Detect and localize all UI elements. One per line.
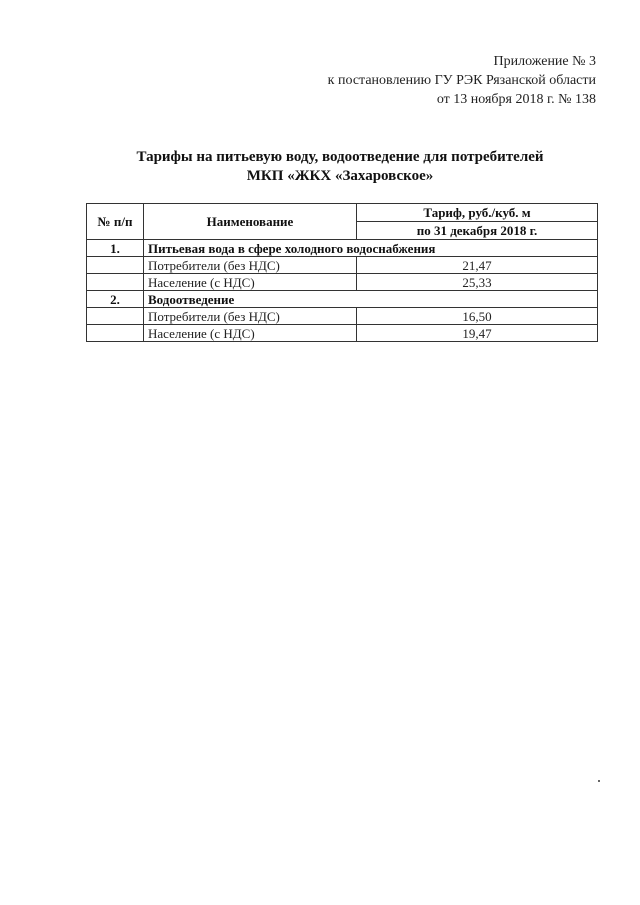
row-number-cell bbox=[87, 257, 144, 274]
table-row bbox=[87, 274, 598, 291]
title-line-1: Тарифы на питьевую воду, водоотведение для потребителей bbox=[136, 149, 544, 165]
row-value: 25,33 bbox=[357, 274, 598, 291]
section-number: 2. bbox=[87, 291, 144, 308]
row-name: Население (с НДС) bbox=[144, 274, 357, 291]
appendix-number: Приложение № 3 bbox=[493, 54, 596, 69]
header-number: № п/п bbox=[87, 204, 144, 240]
header-tariff: Тариф, руб./куб. м bbox=[357, 204, 598, 222]
document-title bbox=[80, 148, 600, 186]
scan-speck bbox=[598, 780, 600, 782]
header-name: Наименование bbox=[144, 204, 357, 240]
table-header-row bbox=[87, 204, 598, 222]
row-name: Потребители (без НДС) bbox=[144, 257, 357, 274]
row-number-cell bbox=[87, 274, 144, 291]
row-value: 21,47 bbox=[357, 257, 598, 274]
row-value: 16,50 bbox=[357, 308, 598, 325]
table-row bbox=[87, 308, 598, 325]
row-value: 19,47 bbox=[357, 325, 598, 342]
table-row bbox=[87, 325, 598, 342]
section-title: Питьевая вода в сфере холодного водоснабжения bbox=[144, 240, 598, 257]
header-period: по 31 декабря 2018 г. bbox=[357, 222, 598, 240]
appendix-header bbox=[328, 52, 596, 109]
section-row bbox=[87, 291, 598, 308]
row-number-cell bbox=[87, 325, 144, 342]
row-name: Население (с НДС) bbox=[144, 325, 357, 342]
appendix-resolution: к постановлению ГУ РЭК Рязанской области bbox=[327, 73, 596, 88]
section-row bbox=[87, 240, 598, 257]
section-number: 1. bbox=[87, 240, 144, 257]
tariff-table bbox=[86, 203, 598, 342]
row-number-cell bbox=[87, 308, 144, 325]
table-row bbox=[87, 257, 598, 274]
section-title: Водоотведение bbox=[144, 291, 598, 308]
appendix-date: от 13 ноября 2018 г. № 138 bbox=[436, 92, 596, 107]
row-name: Потребители (без НДС) bbox=[144, 308, 357, 325]
title-line-2: МКП «ЖКХ «Захаровское» bbox=[246, 168, 434, 184]
